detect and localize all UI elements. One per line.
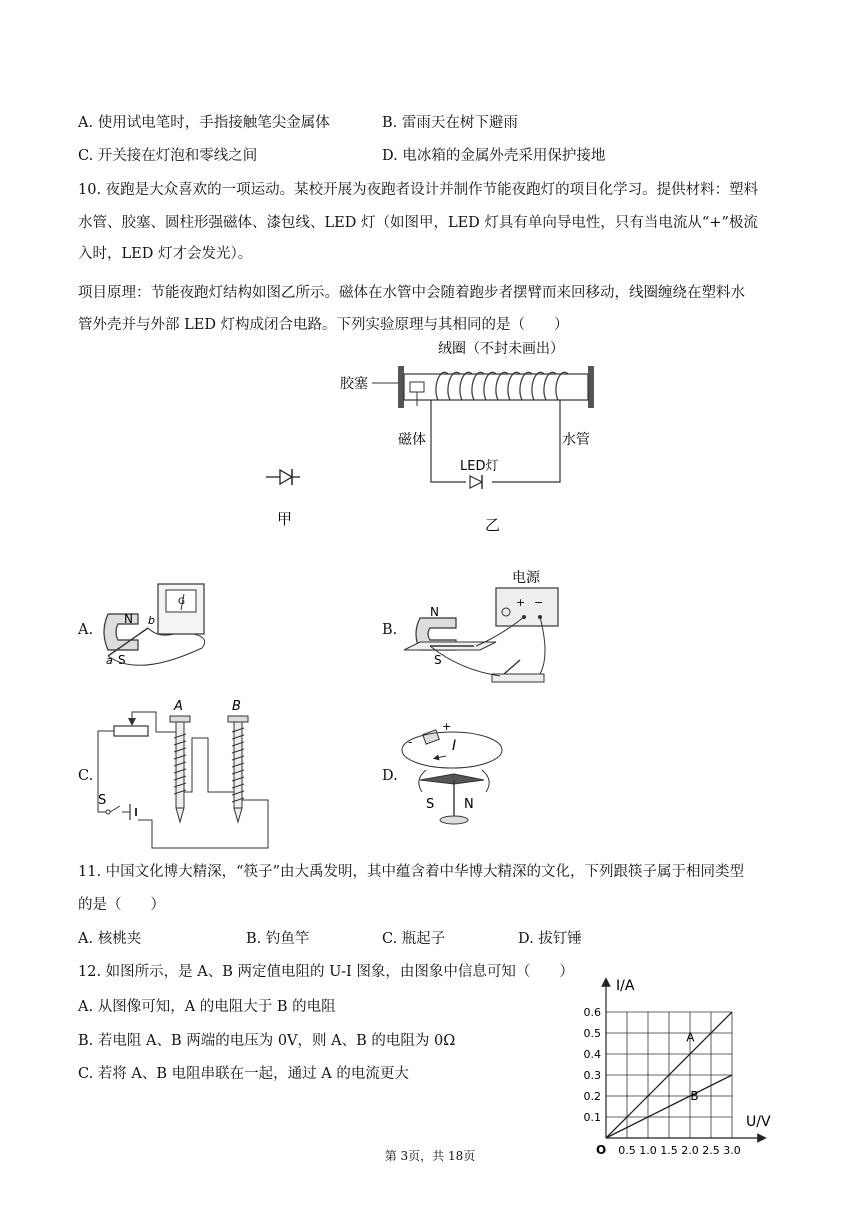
svg-text:b: b <box>148 614 155 627</box>
label-plug: 胶塞 <box>340 376 368 392</box>
option-a-figure <box>98 578 218 678</box>
q11-stem-line1: 11. 中国文化博大精深，“筷子”由大禹发明，其中蕴含着中华博大精深的文化，下列跟筷子属于相同类型 <box>78 864 744 880</box>
x-tick-label: 2.5 <box>702 1144 720 1157</box>
q9-option-d: D. 电冰箱的金属外壳采用保护接地 <box>382 148 606 164</box>
svg-text:B: B <box>232 699 241 714</box>
q10-option-a-label: A. <box>78 622 94 638</box>
label-pipe: 水管 <box>562 432 590 448</box>
option-b-figure <box>400 566 570 690</box>
svg-text:S: S <box>426 797 435 812</box>
coil-loop <box>460 372 472 400</box>
q10-option-d-label: D. <box>382 768 398 784</box>
q10-stem-line3: 入时，LED 灯才会发光）。 <box>78 246 253 262</box>
coil-loop <box>520 372 532 400</box>
q9-option-a: A. 使用试电笔时，手指接触笔尖金属体 <box>78 115 330 131</box>
y-tick-label: 0.5 <box>583 1027 601 1040</box>
coil-loop <box>436 372 448 400</box>
svg-text:电源: 电源 <box>512 570 540 586</box>
coil-loop <box>484 372 496 400</box>
svg-text:N: N <box>124 612 133 626</box>
svg-text:S: S <box>434 653 442 667</box>
q9-option-b: B. 雷雨天在树下避雨 <box>382 115 518 131</box>
q12-stem: 12. 如图所示，是 A、B 两定值电阻的 U-I 图象，由图象中信息可知（ ） <box>78 964 574 980</box>
label-coil: 绒圈（不封未画出） <box>438 341 564 357</box>
y-tick-label: 0.6 <box>583 1006 601 1019</box>
x-tick-label: 1.5 <box>660 1144 678 1157</box>
q9-option-c: C. 开关接在灯泡和零线之间 <box>78 148 258 164</box>
battery-d <box>423 730 440 744</box>
coil <box>436 372 568 400</box>
q10-option-b-label: B. <box>382 622 398 638</box>
origin-label: O <box>596 1143 607 1157</box>
series-label-a: A <box>686 1030 695 1045</box>
coil-loop <box>556 372 568 400</box>
right-plug <box>588 366 594 408</box>
label-yi: 乙 <box>485 516 501 534</box>
q12-option-c: C. 若将 A、B 电阻串联在一起，通过 A 的电流更大 <box>78 1066 409 1082</box>
y-tick-label: 0.4 <box>583 1048 601 1061</box>
svg-text:S: S <box>118 653 126 667</box>
x-tick-label: 3.0 <box>723 1144 741 1157</box>
label-magnet: 磁体 <box>398 432 426 448</box>
left-plug <box>398 366 404 408</box>
option-d-figure <box>400 716 510 832</box>
q12-ui-chart <box>570 966 780 1158</box>
coil-loop <box>472 372 484 400</box>
svg-text:+: + <box>442 720 452 733</box>
q11-option-a: A. 核桃夹 <box>78 931 142 947</box>
svg-text:N: N <box>464 797 474 812</box>
coil-loop <box>448 372 460 400</box>
svg-text:N: N <box>430 605 439 619</box>
electromagnet-b <box>228 716 248 822</box>
svg-text:I: I <box>452 738 457 754</box>
svg-text:A: A <box>174 699 183 714</box>
option-c-figure <box>92 696 272 852</box>
label-led: LED灯 <box>460 459 499 474</box>
q11-stem-line2: 的是（ ） <box>78 897 165 913</box>
x-tick-label: 1.0 <box>639 1144 657 1157</box>
q10-figure <box>260 336 620 536</box>
q11-option-b: B. 钓鱼竿 <box>246 931 310 947</box>
x-axis-label: U/V <box>746 1114 771 1130</box>
y-tick-label: 0.2 <box>583 1090 601 1103</box>
svg-text:-: - <box>408 735 413 749</box>
q10-stem-line5: 管外壳并与外部 LED 灯构成闭合电路。下列实验原理与其相同的是（ ） <box>78 317 569 333</box>
q12-option-b: B. 若电阻 A、B 两端的电压为 0V，则 A、B 的电阻为 0Ω <box>78 1033 456 1049</box>
svg-text:S: S <box>98 793 107 808</box>
power-supply <box>496 588 558 626</box>
q11-option-d: D. 拔钉锤 <box>518 931 582 947</box>
y-tick-label: 0.3 <box>583 1069 601 1082</box>
led-symbol-jia <box>266 469 300 485</box>
rheostat <box>114 726 148 736</box>
q12-option-a: A. 从图像可知，A 的电阻大于 B 的电阻 <box>78 999 336 1015</box>
y-tick-label: 0.1 <box>583 1111 601 1124</box>
magnet <box>410 382 424 392</box>
q10-stem-line4: 项目原理：节能夜跑灯结构如图乙所示。磁体在水管中会随着跑步者摆臂而来回移动，线圈缠绕在塑料水 <box>78 285 745 301</box>
led-in-circuit <box>466 475 492 489</box>
q10-stem-line1: 10. 夜跑是大众喜欢的一项运动。某校开展为夜跑者设计并制作节能夜跑灯的项目化学习。提供材料：塑料 <box>78 182 759 198</box>
series-label-b: B <box>690 1089 699 1104</box>
svg-text:+: + <box>516 596 526 609</box>
y-axis-label: I/A <box>616 978 635 994</box>
svg-text:−: − <box>534 596 544 609</box>
coil-loop <box>532 372 544 400</box>
q11-option-c: C. 瓶起子 <box>382 931 446 947</box>
coil-loop <box>508 372 520 400</box>
compass-needle <box>420 774 484 784</box>
coil-loop <box>496 372 508 400</box>
page-footer: 第 3页，共 18页 <box>384 1149 476 1163</box>
label-jia: 甲 <box>277 510 293 528</box>
x-tick-label: 0.5 <box>618 1144 636 1157</box>
switch <box>504 660 520 674</box>
coil-loop <box>544 372 556 400</box>
q10-option-c-label: C. <box>78 768 94 784</box>
q10-stem-line2: 水管、胶塞、圆柱形强磁体、漆包线、LED 灯（如图甲，LED 灯具有单向导电性，只有当电流从“+”极流 <box>78 215 758 231</box>
svg-text:G: G <box>178 597 185 607</box>
x-tick-label: 2.0 <box>681 1144 699 1157</box>
svg-text:a: a <box>106 654 113 667</box>
